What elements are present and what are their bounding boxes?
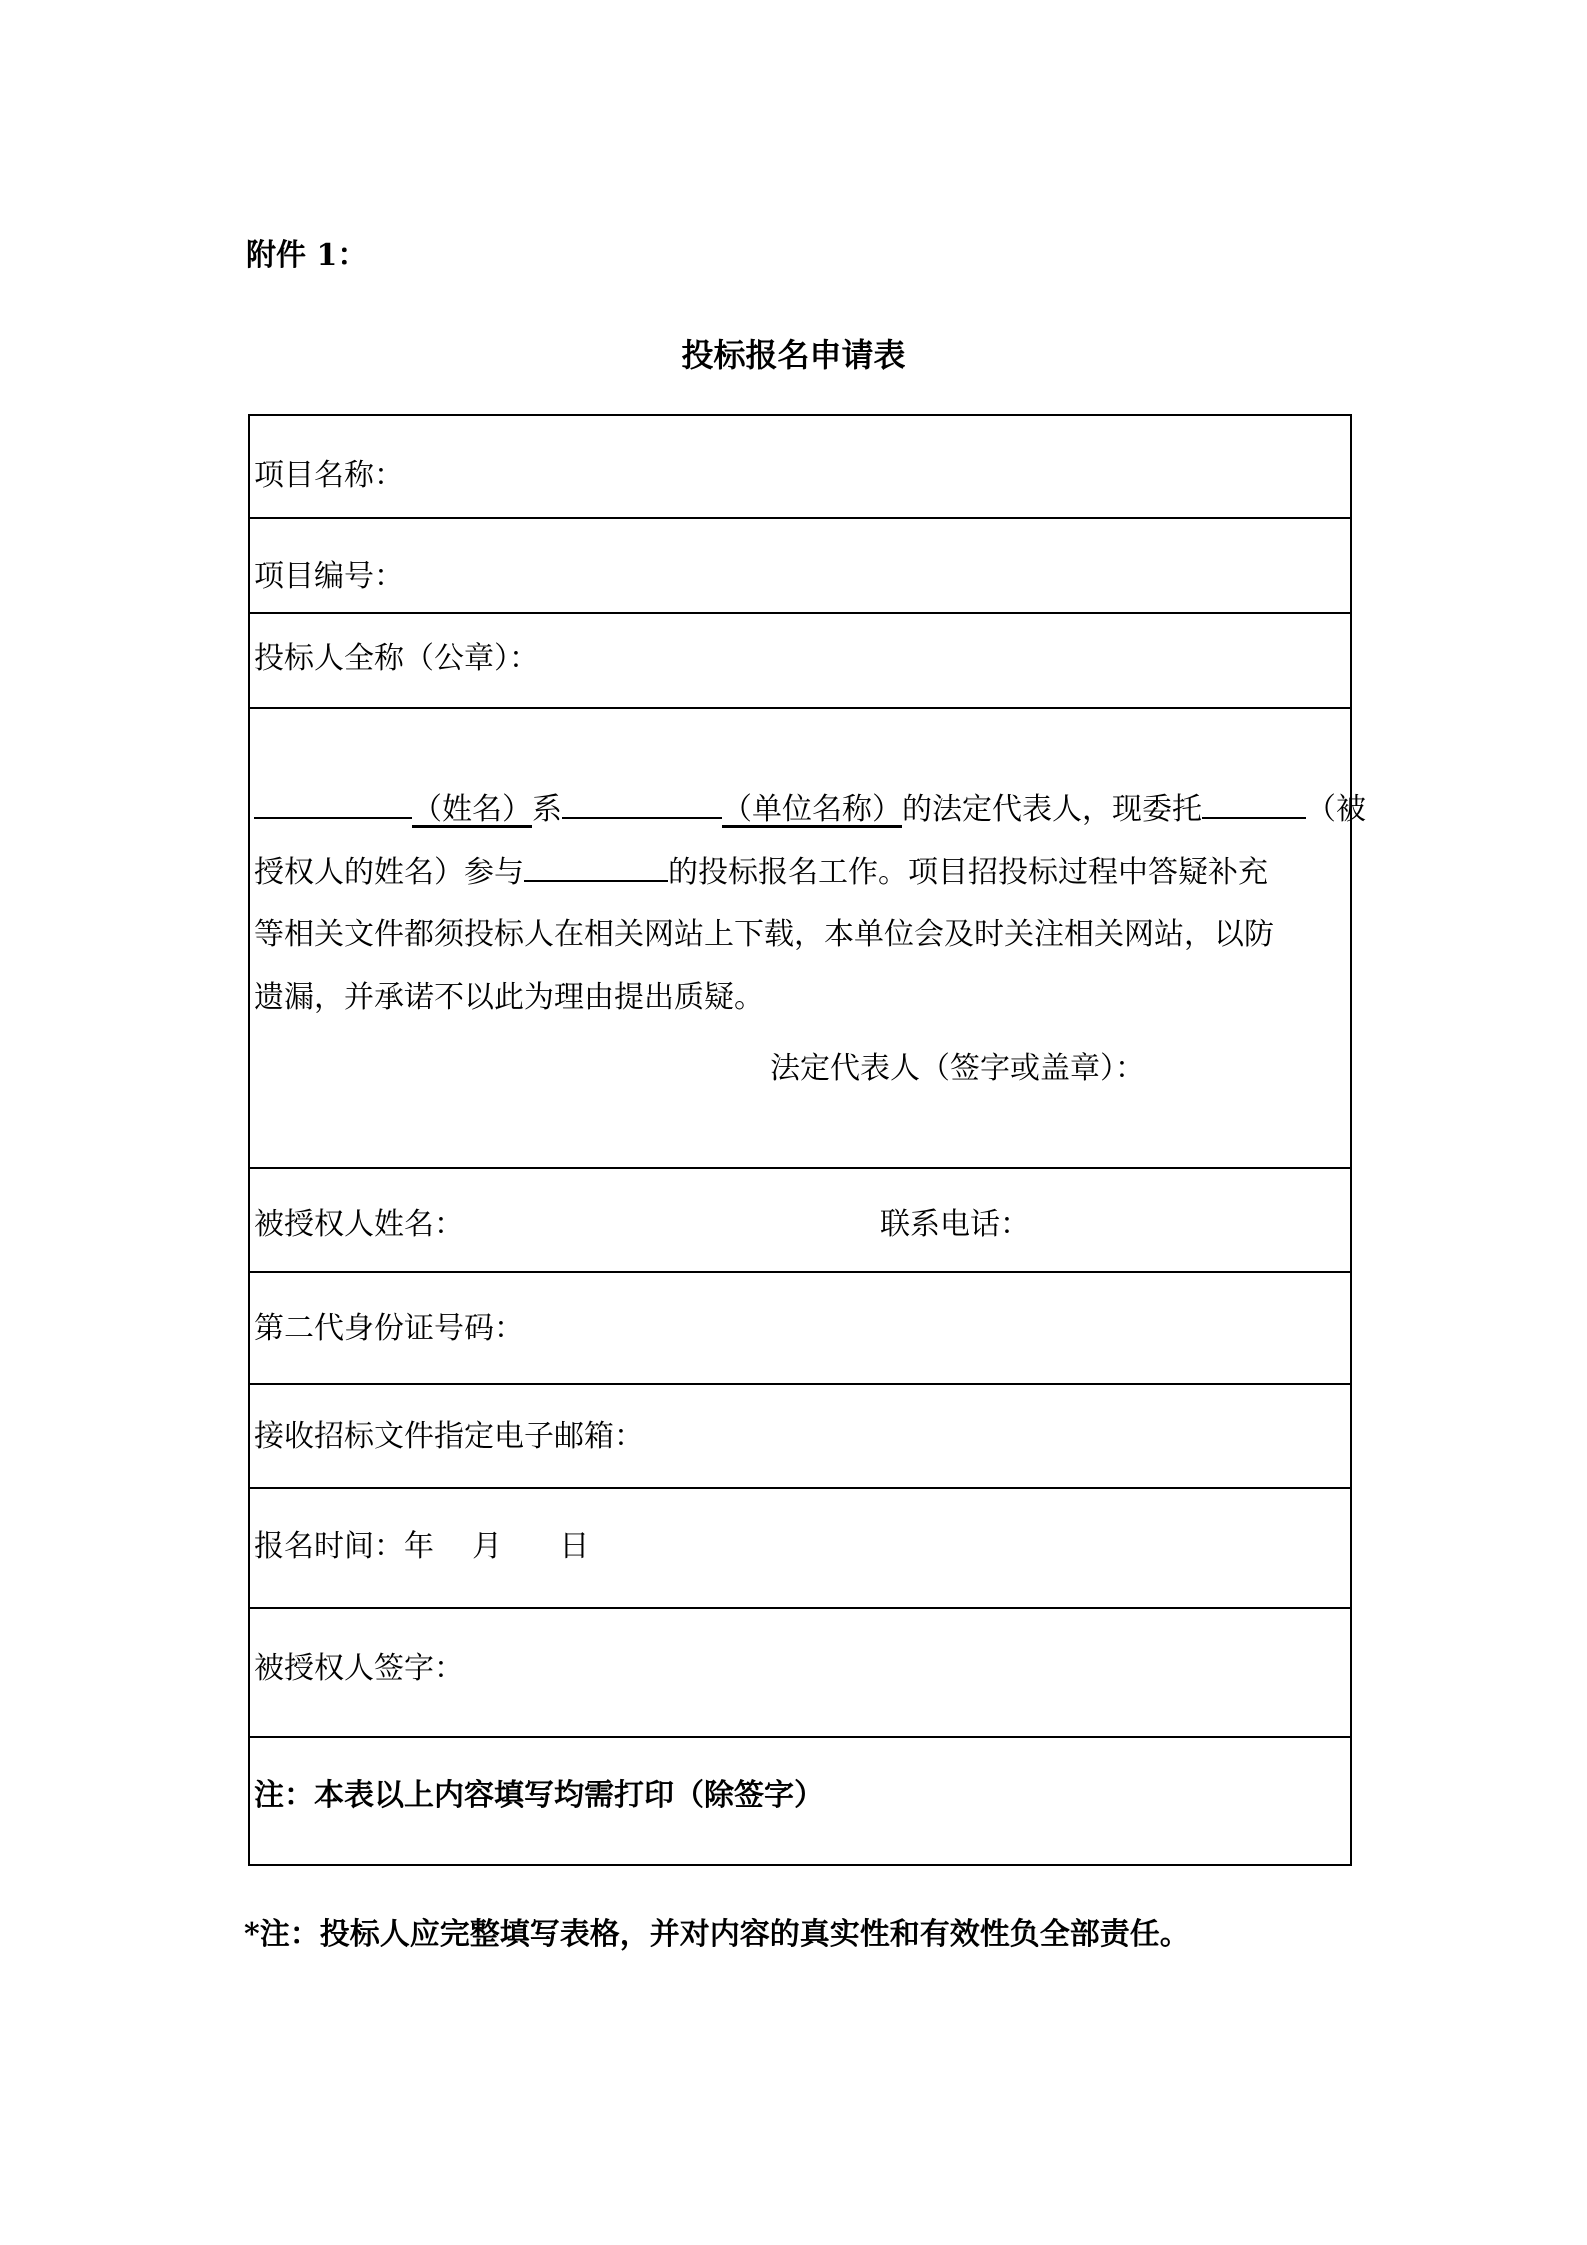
project-number-row[interactable] xyxy=(250,519,1350,614)
authorized-hint-end: 授权人的姓名）参与 xyxy=(254,854,524,890)
authorization-line-2 xyxy=(254,842,1342,905)
bidder-name-label: 投标人全称（公章）： xyxy=(254,641,539,676)
email-label: 接收招标文件指定电子邮箱： xyxy=(254,1419,644,1454)
relation-text: 系 xyxy=(532,792,562,827)
project-blank[interactable] xyxy=(524,842,668,882)
authorization-line-4 xyxy=(254,967,1342,1030)
project-name-row[interactable] xyxy=(250,416,1350,519)
registration-time-row[interactable] xyxy=(250,1489,1350,1609)
authorization-line-3 xyxy=(254,904,1342,967)
note-row xyxy=(250,1738,1350,1864)
registration-time-label: 报名时间：年 月 日 xyxy=(254,1529,590,1564)
form-title: 投标报名申请表 xyxy=(681,336,906,374)
authorized-signature-label: 被授权人签字： xyxy=(254,1651,464,1686)
authorized-signature-row[interactable] xyxy=(250,1609,1350,1738)
name-blank[interactable] xyxy=(254,779,412,819)
unit-blank[interactable] xyxy=(562,779,722,819)
email-row[interactable] xyxy=(250,1385,1350,1489)
application-form-table xyxy=(248,414,1366,1866)
participation-text: 的投标报名工作。项目招投标过程中答疑补充 xyxy=(668,854,1268,890)
unit-hint: （单位名称） xyxy=(722,792,902,827)
legal-rep-text: 的法定代表人，现委托 xyxy=(902,792,1202,827)
project-number-label: 项目编号： xyxy=(254,559,404,594)
commitment-text: 遗漏，并承诺不以此为理由提出质疑。 xyxy=(254,979,764,1015)
id-number-label: 第二代身份证号码： xyxy=(254,1311,524,1346)
name-hint: （姓名） xyxy=(412,792,532,827)
authorization-paragraph xyxy=(254,779,1366,1029)
form-note: 注：本表以上内容填写均需打印（除签字） xyxy=(254,1778,824,1813)
legal-rep-signature-label: 法定代表人（签字或盖章）： xyxy=(770,1051,1145,1086)
download-notice-text: 等相关文件都须投标人在相关网站上下载，本单位会及时关注相关网站，以防 xyxy=(254,917,1274,952)
bidder-name-row[interactable] xyxy=(250,614,1350,709)
authorized-person-row[interactable] xyxy=(250,1169,1350,1273)
id-number-row[interactable] xyxy=(250,1273,1350,1385)
phone-label: 联系电话： xyxy=(880,1207,1030,1242)
authorized-person-blank[interactable] xyxy=(1202,779,1306,819)
project-name-label: 项目名称： xyxy=(254,458,404,493)
footnote: *注：投标人应完整填写表格，并对内容的真实性和有效性负全部责任。 xyxy=(244,1917,1190,1952)
attachment-label: 附件 1： xyxy=(246,238,368,273)
authorized-hint-start: （被 xyxy=(1306,792,1366,827)
authorization-line-1 xyxy=(254,779,1366,842)
authorization-statement-row xyxy=(250,709,1366,1169)
authorized-name-label: 被授权人姓名： xyxy=(254,1207,464,1242)
